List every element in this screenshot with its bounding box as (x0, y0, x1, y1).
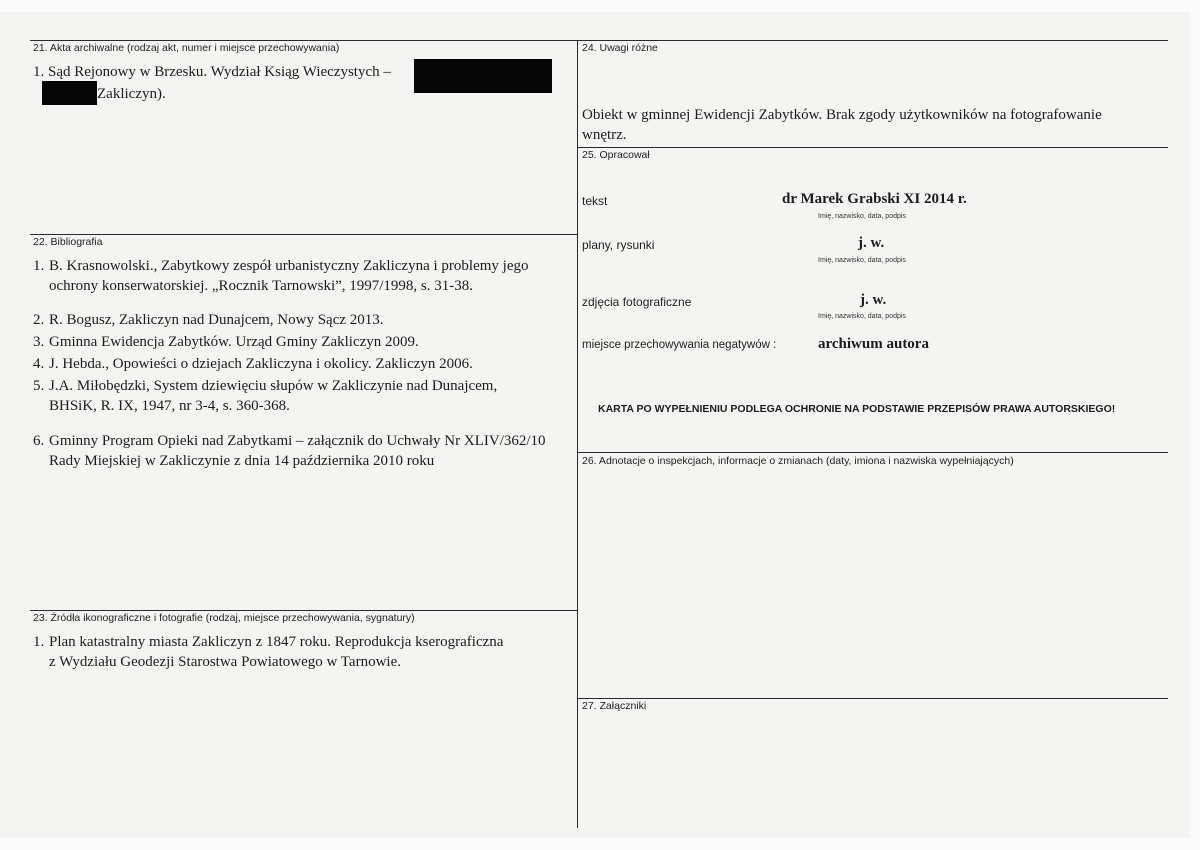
item-line: Rady Miejskiej w Zakliczynie z dnia 14 października 2010 roku (49, 453, 435, 469)
item-number: 4. (33, 356, 45, 372)
section-title: 21. Akta archiwalne (rodzaj akt, numer i miejsce przechowywania) (33, 42, 340, 54)
column-divider (577, 40, 578, 828)
plany-label: plany, rysunki (582, 238, 655, 252)
negatywy-label: miejsce przechowywania negatywów : (582, 339, 777, 351)
list-item (33, 376, 546, 416)
page-edge-top (0, 0, 1200, 12)
text-line: 1. Sąd Rejonowy w Brzesku. Wydział Ksiąg Wieczystych – (33, 64, 391, 80)
list-item (33, 256, 546, 296)
section-title: 27. Załączniki (582, 700, 647, 712)
section-title: 22. Bibliografia (33, 236, 103, 248)
page-edge-bottom (0, 838, 1200, 850)
rule-top-left (30, 40, 577, 41)
section-title: 24. Uwagi różne (582, 42, 658, 54)
bibliography-list (33, 256, 546, 471)
zdjecia-value: j. w. (860, 292, 887, 308)
text-line: Zakliczyn). (97, 86, 166, 102)
item-number: 5. (33, 378, 45, 394)
item-line: J.A. Miłobędzki, System dziewięciu słupów w Zakliczynie nad Dunajcem, (49, 378, 498, 394)
item-line: Gminna Ewidencja Zabytków. Urząd Gminy Zakliczyn 2009. (49, 334, 419, 350)
item-line: BHSiK, R. IX, 1947, nr 3-4, s. 360-368. (49, 398, 290, 414)
item-number: 1. (33, 634, 45, 650)
redaction-block (414, 59, 552, 93)
sources-list (33, 632, 503, 672)
signature-caption: Imię, nazwisko, data, podpis (818, 313, 906, 320)
list-item (33, 354, 546, 374)
rule-section-26 (578, 452, 1168, 453)
tekst-value: dr Marek Grabski XI 2014 r. (782, 191, 967, 207)
item-line: Gminny Program Opieki nad Zabytkami – załącznik do Uchwały Nr XLIV/362/10 (49, 433, 546, 449)
signature-caption: Imię, nazwisko, data, podpis (818, 257, 906, 264)
rule-section-27 (578, 698, 1168, 699)
section-title: 25. Opracował (582, 149, 650, 161)
rule-section-23 (30, 610, 577, 611)
plany-value: j. w. (858, 235, 885, 251)
tekst-label: tekst (582, 194, 608, 208)
rule-top-right (578, 40, 1168, 41)
list-item (33, 310, 546, 330)
item-line: R. Bogusz, Zakliczyn nad Dunajcem, Nowy Sącz 2013. (49, 312, 384, 328)
redaction-block (42, 81, 97, 105)
section-title: 26. Adnotacje o inspekcjach, informacje o zmianach (daty, imiona i nazwiska wypełniających) (582, 455, 1014, 467)
item-number: 2. (33, 312, 45, 328)
list-item (33, 632, 503, 672)
rule-section-25 (578, 147, 1168, 148)
item-number: 3. (33, 334, 45, 350)
zdjecia-label: zdjęcia fotograficzne (582, 295, 692, 309)
page-edge-right (1190, 0, 1200, 850)
text-line: wnętrz. (582, 127, 627, 143)
list-item (33, 431, 546, 471)
list-item (33, 332, 546, 352)
negatywy-value: archiwum autora (818, 336, 929, 352)
rule-section-22 (30, 234, 577, 235)
item-line: ochrony konserwatorskiej. „Rocznik Tarnowski”, 1997/1998, s. 31-38. (49, 278, 474, 294)
item-number: 1. (33, 258, 45, 274)
section-title: 23. Źródła ikonograficzne i fotografie (rodzaj, miejsce przechowywania, sygnatury) (33, 612, 415, 624)
item-line: B. Krasnowolski., Zabytkowy zespół urbanistyczny Zakliczyna i problemy jego (49, 258, 529, 274)
item-number: 6. (33, 433, 45, 449)
item-line: z Wydziału Geodezji Starostwa Powiatowego w Tarnowie. (49, 654, 401, 670)
item-line: Plan katastralny miasta Zakliczyn z 1847 roku. Reprodukcja kserograficzna (49, 634, 504, 650)
text-line: Obiekt w gminnej Ewidencji Zabytków. Brak zgody użytkowników na fotografowanie (582, 107, 1102, 123)
signature-caption: Imię, nazwisko, data, podpis (818, 213, 906, 220)
copyright-notice: KARTA PO WYPEŁNIENIU PODLEGA OCHRONIE NA PODSTAWIE PRZEPISÓW PRAWA AUTORSKIEGO! (598, 403, 1116, 415)
item-line: J. Hebda., Opowieści o dziejach Zakliczyna i okolicy. Zakliczyn 2006. (49, 356, 473, 372)
